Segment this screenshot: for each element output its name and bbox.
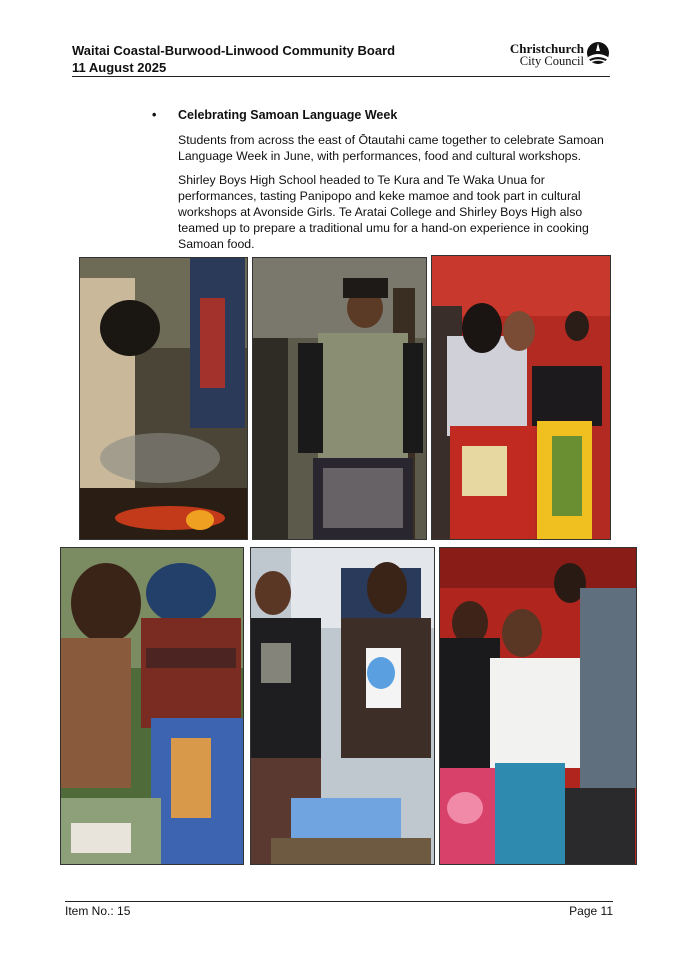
meeting-date: 11 August 2025 (72, 60, 167, 75)
logo-line-1: Christchurch (509, 41, 584, 56)
photo-girls-with-gloves (250, 547, 435, 865)
photo-food-preparation (60, 547, 244, 865)
logo-line-2: City Council (519, 54, 584, 68)
photo-students-performance (431, 255, 611, 540)
paragraph-intro: Students from across the east of Ōtautahi came together to celebrate Samoan Language Week in June, with performances, food and cultural workshops. (178, 133, 604, 163)
page-footer (65, 901, 613, 922)
page-number: Page 11 (569, 904, 613, 918)
section-content (150, 106, 620, 252)
page-header (72, 40, 610, 77)
christchurch-logo (490, 40, 610, 70)
photo-man-in-vest (252, 257, 427, 540)
cathedral-icon (586, 41, 610, 67)
item-number: Item No.: 15 (65, 904, 131, 918)
header-title (72, 42, 395, 76)
board-name: Waitai Coastal-Burwood-Linwood Community Board (72, 43, 396, 58)
section-heading-row (150, 106, 620, 124)
section-heading: Celebrating Samoan Language Week (178, 108, 398, 122)
paragraph-details: Shirley Boys High School headed to Te Kura and Te Waka Unua for performances, tasting Panipopo and keke mamoe and took part in cultural workshops at Avonside Girls. Te Aratai College and Shirley Boys High also teamed up to prepare a traditional umu for a hand-on experience in cooking Samoan food. (178, 173, 589, 251)
photo-boys-in-lavalava (439, 547, 637, 865)
photo-umu-fire (79, 257, 248, 540)
bullet-icon: • (152, 108, 157, 122)
